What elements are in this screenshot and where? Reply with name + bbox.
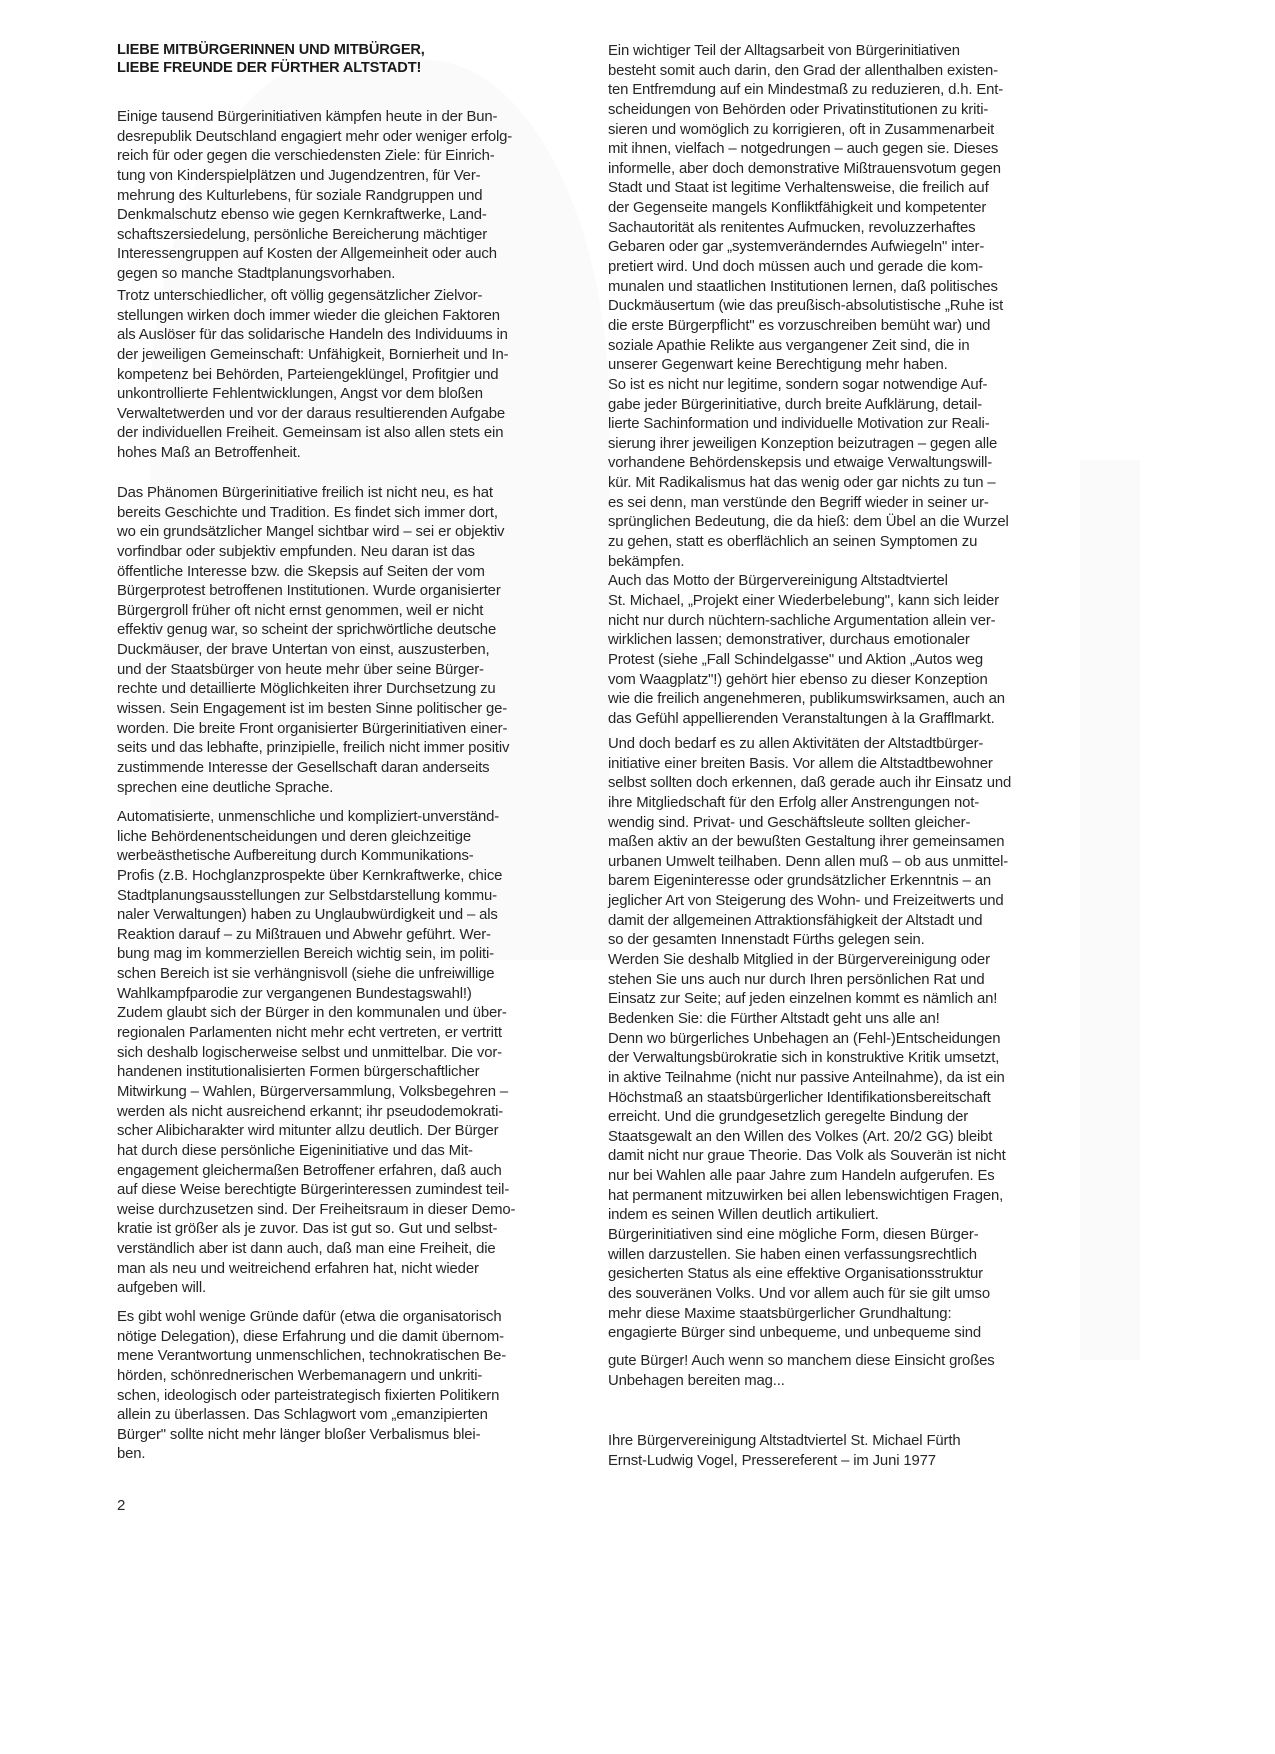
text-line: es sei denn, man verstünde den Begriff wieder in seiner ur- (608, 494, 989, 511)
text-line: gute Bürger! Auch wenn so manchem diese Einsicht großes (608, 1353, 995, 1369)
text-line: Bedenken Sie: die Fürther Altstadt geht uns alle an! (608, 1010, 940, 1027)
text-line: gesicherten Status als eine effektive Organisationsstruktur (608, 1266, 983, 1283)
text-line: Unbehagen bereiten mag... (608, 1372, 785, 1389)
text-line: der individuellen Freiheit. Gemeinsam ist also allen stets ein (117, 425, 504, 442)
text-line: kür. Mit Radikalismus hat das wenig oder gar nichts zu tun – (608, 475, 996, 492)
text-line: liche Behördenentscheidungen und deren gleichzeitige (117, 828, 471, 845)
text-line: Und doch bedarf es zu allen Aktivitäten der Altstadtbürger- (608, 736, 984, 752)
text-line: man als neu und weitreichend erfahren hat, nicht wieder (117, 1260, 479, 1277)
text-line: der jeweiligen Gemeinschaft: Unfähigkeit, Bornierheit und In- (117, 346, 509, 363)
text-line: erreicht. Und die grundgesetzlich geregelte Bindung der (608, 1109, 969, 1126)
text-line: handenen institutionalisierten Formen bürgerschaftlicher (117, 1064, 480, 1081)
text-line: Duckmäuser, der brave Untertan von einst, auszusterben, (117, 642, 490, 659)
text-line: Bürgergroll früher oft nicht ernst genommen, weil er nicht (117, 602, 484, 619)
text-line: nötige Delegation), diese Erfahrung und die damit übernom- (117, 1328, 504, 1345)
text-line: Bürgerprotest betroffenen Institutionen. Wurde organisierter (117, 583, 501, 600)
text-line: Stadt und Staat ist legitime Verhaltensweise, die freilich auf (608, 180, 989, 197)
text-line: So ist es nicht nur legitime, sondern sogar notwendige Auf- (608, 376, 988, 393)
text-line: ten Entfremdung auf ein Mindestmaß zu reduzieren, d.h. Ent- (608, 82, 1004, 99)
text-line: reich für oder gegen die verschiedensten Ziele: für Einrich- (117, 148, 495, 165)
text-line: die erste Bürgerpflicht" es vorzuschreiben bemüht war) und (608, 317, 991, 334)
text-line: weise durchzusetzen sind. Der Freiheitsraum in dieser Demo- (117, 1201, 516, 1218)
text-line: sieren und womöglich zu korrigieren, oft in Zusammenarbeit (608, 121, 995, 138)
text-line: werbeästhetische Aufbereitung durch Kommunikations- (117, 848, 474, 865)
text-line: mehr diese Maxime staatsbürgerlicher Grundhaltung: (608, 1305, 952, 1322)
text-line: öffentliche Interesse bzw. die Skepsis auf Seiten der vom (117, 563, 485, 580)
text-line: Bürgerinitiativen sind eine mögliche Form, diesen Bürger- (608, 1227, 979, 1244)
text-line: Einige tausend Bürgerinitiativen kämpfen heute in der Bun- (117, 109, 498, 125)
text-line: Duckmäusertum (wie das preußisch-absolutistische „Ruhe ist (608, 298, 1004, 315)
text-line: der Verwaltungsbürokratie sich in konstruktive Kritik umsetzt, (608, 1050, 1000, 1067)
text-line: Denkmalschutz ebenso wie gegen Kernkraftwerke, Land- (117, 207, 487, 224)
text-line: Höchstmaß an staatsbürgerlicher Identifikationsbereitschaft (608, 1089, 991, 1106)
paragraph (117, 484, 609, 798)
text-line: scheidungen von Behörden oder Privatinstitutionen zu kriti- (608, 101, 989, 118)
text-line: Profis (z.B. Hochglanzprospekte über Kernkraftwerke, chice (117, 867, 503, 884)
paragraph (117, 287, 609, 464)
text-line: damit nicht nur graue Theorie. Das Volk als Souverän ist nicht (608, 1148, 1006, 1165)
page-number: 2 (117, 1497, 126, 1514)
text-line: desrepublik Deutschland engagiert mehr oder weniger erfolg- (117, 128, 513, 145)
text-line: naler Verwaltungen) haben zu Unglaubwürdigkeit und – als (117, 907, 498, 924)
text-line: schen, ideologisch oder parteistrategisch fixierten Politikern (117, 1387, 500, 1404)
text-line: Ein wichtiger Teil der Alltagsarbeit von Bürgerinitiativen (608, 43, 960, 59)
text-line: sprechen eine deutliche Sprache. (117, 779, 334, 796)
text-line: indem es seinen Willen deutlich artikuliert. (608, 1207, 879, 1224)
text-line: mit ihnen, vielfach – notgedrungen – auch gegen sie. Dieses (608, 141, 999, 158)
text-line: aufgeben will. (117, 1280, 206, 1297)
text-line: barem Eigeninteresse oder grundsätzlicher Erkenntnis – an (608, 873, 991, 890)
text-line: vorfindbar oder subjektiv empfunden. Neu daran ist das (117, 543, 475, 560)
text-line: besteht somit auch darin, den Grad der allenthalben existen- (608, 62, 998, 79)
text-line: Staatsgewalt an den Willen des Volkes (Art. 20/2 GG) bleibt (608, 1128, 993, 1145)
text-line: schen Bereich ist sie verhängnisvoll (siehe die unfreiwillige (117, 966, 495, 983)
text-line: werden als nicht ausreichend erkannt; ihr pseudodemokrati- (117, 1103, 504, 1120)
text-line: mehrung des Kulturlebens, für soziale Randgruppen und (117, 187, 483, 204)
text-line: des souveränen Volks. Und vor allem auch für sie gilt umso (608, 1285, 990, 1302)
text-line: Trotz unterschiedlicher, oft völlig gegensätzlicher Zielvor- (117, 288, 483, 304)
text-line: munalen und staatlichen Institutionen lernen, daß politisches (608, 278, 998, 295)
text-line: gegen so manche Stadtplanungsvorhaben. (117, 266, 396, 283)
text-line: Automatisierte, unmenschliche und kompliziert-unverständ- (117, 809, 500, 825)
paragraph (608, 735, 1100, 1344)
text-line: regionalen Parlamenten nicht mehr echt vertreten, er vertritt (117, 1025, 502, 1042)
text-line: das Gefühl appellierenden Veranstaltungen à la Grafflmarkt. (608, 710, 995, 727)
text-line: Verwaltetwerden und vor der daraus resultierenden Aufgabe (117, 405, 505, 422)
text-line: vorhandene Behördenskepsis und etwaige Verwaltungswill- (608, 455, 993, 472)
text-line: sierung ihrer jeweiligen Konzeption beizutragen – gegen alle (608, 435, 998, 452)
text-line: lierte Sachinformation und individuelle Motivation zur Reali- (608, 416, 990, 433)
text-line: willen darzustellen. Sie haben einen verfassungsrechtlich (608, 1246, 977, 1263)
text-line: unkontrollierte Fehlentwicklungen, Angst vor dem bloßen (117, 386, 483, 403)
text-line: Es gibt wohl wenige Gründe dafür (etwa die organisatorisch (117, 1309, 502, 1325)
text-line: Bürger" sollte nicht mehr länger bloßer Verbalismus blei- (117, 1426, 481, 1443)
text-line: so der gesamten Innenstadt Fürths gelegen sein. (608, 932, 925, 949)
text-line: vom Waagplatz"!) gehört hier ebenso zu dieser Konzeption (608, 671, 988, 688)
text-line: als Auslöser für das solidarische Handeln des Individuums in (117, 327, 508, 344)
text-line: zustimmende Interesse der Gesellschaft daran anderseits (117, 759, 490, 776)
text-line: ben. (117, 1446, 146, 1463)
text-line: maßen aktiv an der bewußten Gestaltung ihrer gemeinsamen (608, 834, 1005, 851)
paragraph (117, 808, 609, 1299)
text-line: verständlich aber ist dann auch, daß man eine Freiheit, die (117, 1241, 496, 1258)
text-line: engagierte Bürger sind unbequeme, und unbequeme sind (608, 1325, 982, 1342)
text-line: wirklichen lassen; demonstrativer, durchaus emotionaler (608, 632, 970, 649)
text-line: ihre Mitgliedschaft für den Erfolg aller Anstrengungen not- (608, 794, 980, 811)
text-line: Interessengruppen auf Kosten der Allgemeinheit oder auch (117, 246, 497, 263)
paragraph (608, 42, 1100, 729)
text-line: engagement gleichermaßen Betroffener erfahren, daß auch (117, 1162, 502, 1179)
text-line: tung von Kinderspielplätzen und Jugendzentren, für Ver- (117, 167, 481, 184)
text-line: nicht nur durch nüchtern-sachliche Argumentation allein ver- (608, 612, 996, 629)
text-line: Auch das Motto der Bürgervereinigung Altstadtviertel (608, 573, 948, 590)
text-line: wissen. Sein Engagement ist im besten Sinne politischer ge- (117, 701, 508, 718)
text-line: bung mag im kommerziellen Bereich wichtig sein, im politi- (117, 946, 494, 963)
text-line: nur bei Wahlen alle paar Jahre zum Handeln aufgerufen. Es (608, 1168, 995, 1185)
text-line: hat durch diese persönliche Eigeninitiative und das Mit- (117, 1142, 473, 1159)
letter-salutation (117, 41, 609, 77)
text-line: St. Michael, „Projekt einer Wiederbelebung", kann sich leider (608, 592, 999, 609)
text-line: LIEBE MITBÜRGERINNEN UND MITBÜRGER, (117, 42, 425, 58)
text-line: Ihre Bürgervereinigung Altstadtviertel St. Michael Fürth (608, 1433, 961, 1449)
text-line: soziale Apathie Relikte aus vergangener Zeit sind, die in (608, 337, 970, 354)
text-line: Gebaren oder gar „systemveränderndes Aufwiegeln" inter- (608, 239, 985, 256)
text-line: wo ein grundsätzlicher Mangel sichtbar wird – sei er objektiv (117, 524, 505, 541)
paragraph (608, 1352, 1100, 1391)
text-line: rechte und detaillierte Möglichkeiten ihrer Durchsetzung zu (117, 681, 496, 698)
text-line: wendig sind. Privat- und Geschäftsleute sollten gleicher- (608, 814, 971, 831)
text-line: bereits Geschichte und Tradition. Es findet sich immer dort, (117, 504, 498, 521)
text-line: bekämpfen. (608, 553, 685, 570)
text-line: worden. Die breite Front organisierter Bürgerinitiativen einer- (117, 720, 508, 737)
text-line: stellungen wirken doch immer wieder die gleichen Faktoren (117, 307, 500, 324)
text-line: allein zu überlassen. Das Schlagwort vom „emanzipierten (117, 1407, 488, 1424)
text-line: urbanen Umwelt teilhaben. Denn allen muß – ob aus unmittel- (608, 853, 1009, 870)
signature-block (608, 1432, 1100, 1471)
text-line: Mitwirkung – Wahlen, Bürgerversammlung, Volksbegehren – (117, 1083, 508, 1100)
text-line: LIEBE FREUNDE DER FÜRTHER ALTSTADT! (117, 60, 422, 76)
text-line: wie die freilich angenehmeren, publikumswirksamen, auch an (608, 691, 1005, 708)
text-line: damit der allgemeinen Attraktionsfähigkeit der Altstadt und (608, 912, 983, 929)
text-line: und der Staatsbürger von heute mehr über seine Bürger- (117, 661, 484, 678)
text-line: jeglicher Art von Steigerung des Wohn- und Freizeitwerts und (608, 893, 1004, 910)
text-line: informelle, aber doch demonstrative Mißtrauensvotum gegen (608, 160, 1001, 177)
text-line: gabe jeder Bürgerinitiative, durch breite Aufklärung, detail- (608, 396, 983, 413)
text-line: unserer Gegenwart keine Berechtigung mehr haben. (608, 357, 948, 374)
text-line: auf diese Weise berechtigte Bürgerinteressen zumindest teil- (117, 1182, 510, 1199)
text-line: hohes Maß an Betroffenheit. (117, 445, 301, 462)
text-line: kratie ist größer als je zuvor. Das ist gut so. Gut und selbst- (117, 1221, 498, 1238)
text-line: sich deshalb logischerweise selbst und unmittelbar. Die vor- (117, 1044, 502, 1061)
text-line: initiative einer breiten Basis. Vor allem die Altstadtbewohner (608, 755, 993, 772)
text-line: stehen Sie uns auch nur durch Ihren persönlichen Rat und (608, 971, 985, 988)
text-line: pretiert wird. Und doch müssen auch und gerade die kom- (608, 259, 983, 276)
text-line: Denn wo bürgerliches Unbehagen an (Fehl-)Entscheidungen (608, 1030, 1001, 1047)
text-line: Sachautorität als renitentes Aufmucken, revoluzzerhaftes (608, 219, 976, 236)
text-line: zu gehen, statt es oberflächlich an seinen Symptomen zu (608, 534, 978, 551)
text-line: der Gegenseite mangels Konfliktfähigkeit und kompetenter (608, 200, 987, 217)
text-line: Werden Sie deshalb Mitglied in der Bürgervereinigung oder (608, 952, 990, 969)
text-line: Reaktion darauf – zu Mißtrauen und Abwehr geführt. Wer- (117, 926, 491, 943)
text-line: in aktive Teilnahme (nicht nur passive Anteilnahme), da ist ein (608, 1069, 1005, 1086)
text-line: Stadtplanungsausstellungen zur Selbstdarstellung kommu- (117, 887, 497, 904)
text-line: mene Verantwortung unmenschlichen, technokratischen Be- (117, 1348, 507, 1365)
text-line: hörden, schönrednerischen Werbemanagern und unkriti- (117, 1367, 483, 1384)
text-line: Ernst-Ludwig Vogel, Pressereferent – im Juni 1977 (608, 1452, 936, 1469)
text-line: Protest (siehe „Fall Schindelgasse" und Aktion „Autos weg (608, 651, 983, 668)
paragraph (117, 108, 609, 285)
text-line: Zudem glaubt sich der Bürger in den kommunalen und über- (117, 1005, 507, 1022)
text-line: schaftszersiedelung, persönliche Bereicherung mächtiger (117, 226, 488, 243)
text-line: Das Phänomen Bürgerinitiative freilich ist nicht neu, es hat (117, 485, 493, 501)
text-line: kompetenz bei Behörden, Parteiengeklüngel, Profitgier und (117, 366, 499, 383)
text-line: Wahlkampfparodie zur vergangenen Bundestagswahl!) (117, 985, 472, 1002)
text-line: Einsatz zur Seite; auf jeden einzelnen kommt es nämlich an! (608, 991, 998, 1008)
paragraph (117, 1308, 609, 1465)
text-line: selbst sollten doch erkennen, daß gerade auch ihr Einsatz und (608, 775, 1012, 792)
text-line: scher Alibicharakter wird mitunter allzu deutlich. Der Bürger (117, 1123, 499, 1140)
text-line: seits und das lebhafte, prinzipielle, freilich nicht immer positiv (117, 740, 510, 757)
text-line: sprünglichen Bedeutung, die da hieß: dem Übel an die Wurzel (608, 514, 1009, 531)
text-line: hat permanent mitzuwirken bei allen lebenswichtigen Fragen, (608, 1187, 1004, 1204)
text-line: effektiv genug war, so scheint der sprichwörtliche deutsche (117, 622, 497, 639)
